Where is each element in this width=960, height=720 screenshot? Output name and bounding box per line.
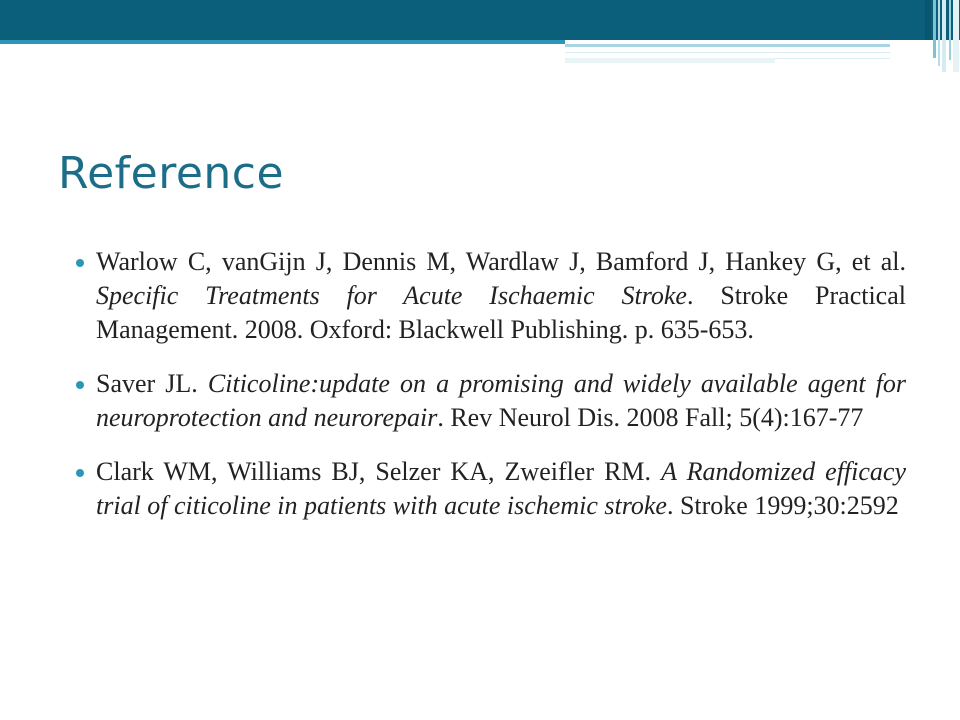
stripe	[938, 0, 940, 66]
decorative-line	[565, 44, 890, 47]
top-banner-bar	[0, 0, 960, 40]
bullet-icon	[76, 381, 84, 389]
corner-stripes	[925, 0, 960, 72]
reference-authors: Warlow C, vanGijn J, Dennis M, Wardlaw J, Bamford J, Hankey G, et al.	[96, 247, 906, 276]
reference-title: A Randomized efficacy trial of citicoline in patients with acute ischemic stroke	[96, 457, 906, 520]
stripe	[933, 0, 936, 58]
reference-source: . Stroke 1999;30:2592	[666, 491, 899, 520]
reference-list	[76, 245, 906, 543]
bullet-icon	[76, 259, 84, 267]
accent-strip	[0, 40, 565, 44]
reference-title: Citicoline:update on a promising and widely available agent for neuroprotection and neurorepair	[96, 369, 906, 432]
reference-title: Specific Treatments for Acute Ischaemic Stroke	[96, 281, 687, 310]
stripe	[953, 0, 959, 72]
stripe	[949, 0, 951, 60]
stripe	[942, 0, 946, 72]
stripe	[925, 0, 931, 40]
bullet-icon	[76, 469, 84, 477]
decorative-line	[565, 58, 775, 63]
decorative-lines	[565, 44, 960, 68]
reference-item	[76, 455, 906, 523]
reference-authors: Clark WM, Williams BJ, Selzer KA, Zweifler RM.	[96, 457, 662, 486]
decorative-line	[565, 52, 890, 53]
reference-source: . Stroke Practical Management. 2008. Oxford: Blackwell Publishing. p. 635-653.	[96, 281, 906, 344]
reference-authors: Saver JL.	[96, 369, 208, 398]
slide-title: Reference	[58, 148, 285, 199]
reference-source: . Rev Neurol Dis. 2008 Fall; 5(4):167-77	[437, 403, 864, 432]
decorative-line	[775, 58, 890, 59]
reference-item	[76, 367, 906, 435]
reference-item	[76, 245, 906, 347]
